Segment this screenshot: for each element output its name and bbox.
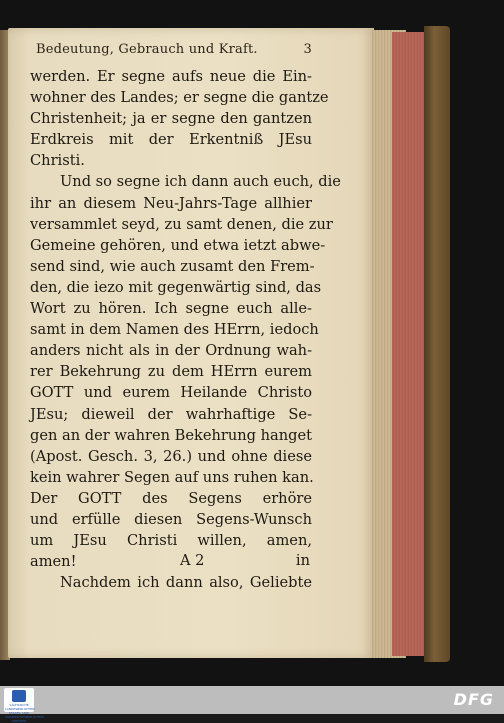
page-number: 3 — [303, 42, 312, 57]
library-logo — [4, 688, 45, 723]
page-footer — [30, 552, 310, 572]
text-line: Christi. — [30, 152, 85, 170]
text-line: wohner des Landes; er segne die gantze — [30, 89, 329, 107]
text-line: Der GOTT des Segens erhöre — [30, 489, 312, 507]
text-line: Erdkreis mit der Erkentniß JEsu — [30, 131, 312, 149]
text-line: kein wahrer Segen auf uns ruhen kan. — [30, 468, 314, 486]
text-line: Gemeine gehören, und etwa ietzt abwe- — [30, 236, 326, 254]
text-line: gen an der wahren Bekehrung hanget — [30, 426, 312, 444]
text-line: send sind, wie auch zusamt den Frem- — [30, 257, 315, 275]
text-line: werden. Er segne aufs neue die Ein- — [30, 68, 312, 85]
text-line: und erfülle diesen Segens-Wunsch — [30, 510, 312, 528]
page-body-text — [30, 66, 341, 593]
dfg-logo: DFG — [453, 690, 494, 709]
text-line: (Apost. Gesch. 3, 26.) und ohne diese — [30, 447, 312, 465]
library-logo-text: SÄCHSISCHE LANDESBIBLIOTHEK STAATS- UND UNIVERSITÄTSBIBLIOTHEK DRESDEN — [5, 703, 45, 723]
text-line: Wort zu hören. Ich segne euch alle- — [30, 300, 312, 318]
text-line: Und so segne ich dann auch euch, die — [60, 173, 341, 191]
text-line: JEsu; dieweil der wahrhaftige Se- — [30, 405, 312, 423]
library-logo-mark — [12, 690, 26, 702]
text-line: amen! — [30, 553, 77, 571]
catchword: in — [295, 552, 310, 569]
text-line: GOTT und eurem Heilande Christo — [30, 384, 312, 402]
text-line: den, die iezo mit gegenwärtig sind, das — [30, 278, 322, 296]
text-line: samt in dem Namen des HErrn, iedoch — [30, 321, 319, 339]
viewer-footer-bar — [0, 686, 504, 714]
running-title: Bedeutung, Gebrauch und Kraft. — [36, 42, 258, 57]
book-cover — [424, 26, 450, 662]
text-line: anders nicht als in der Ordnung wah- — [30, 342, 312, 360]
signature-mark: A 2 — [180, 552, 205, 569]
text-line: ihr an diesem Neu-Jahrs-Tage allhier — [30, 194, 312, 212]
text-line: versammlet seyd, zu samt denen, die zur — [30, 215, 333, 233]
text-line: Nachdem ich dann also, Geliebte — [60, 574, 312, 592]
text-line: rer Bekehrung zu dem HErrn eurem — [30, 363, 312, 381]
text-line: um JEsu Christi willen, amen, — [30, 532, 312, 550]
text-line: Christenheit; ja er segne den gantzen — [30, 110, 312, 128]
